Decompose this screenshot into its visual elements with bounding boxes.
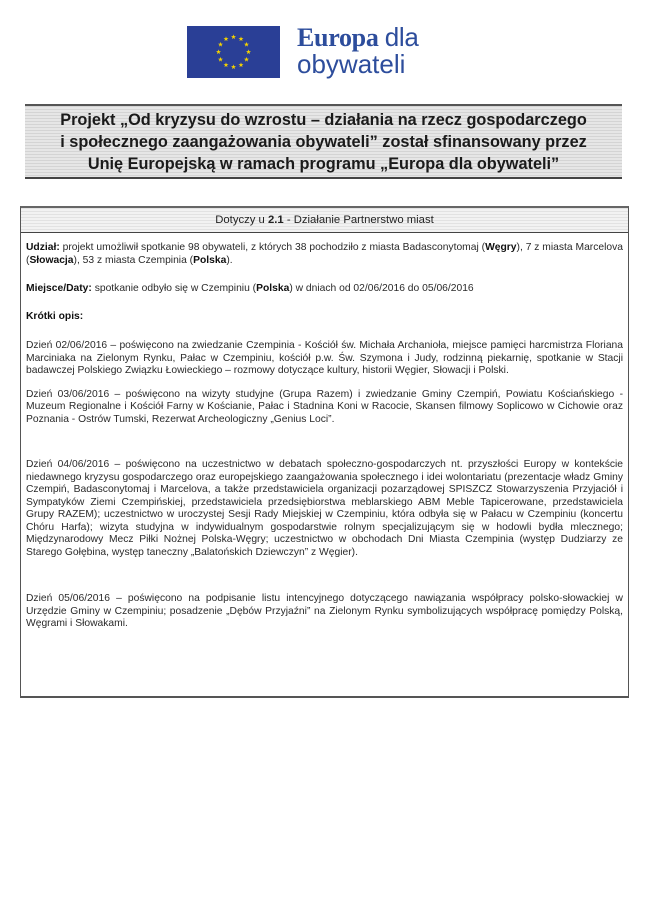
day-paragraph-3: Dzień 04/06/2016 – poświęcono na uczestnictwo w debatach społeczno-gospodarczych nt. przyszłości Europy w kontekście niedawnego kryzysu gospodarczego oraz europejskiego zaangażowania społecznego i idei wolontariatu (prezentacje władz Gminy Czempiń, Badasconytomaj i Marcelova, a także przedstawiciela organizacji pozarządowej SPISZCZ Stowarzyszenia Przyjaciół i Sympatyków Ziemi Czempińskiej, przedstawiciela przedsiębiorstwa meblarskiego ABM Meble Tapicerowane, przedstawiciela Grupy RAZEM); uczestnictwo w uroczystej Sesji Rady Miejskiej w Czempiniu, która odbyła się w Pałacu w Czempiniu (koncertu Chóru Harfa); wizyta studyjna w indywidualnym gospodarstwie rolnym specjalizującym się w hodowli bydła mlecznego; Międzynarodowy Mecz Piłki Nożnej Polska-Węgry; uczestnictwo w obchodach Dni Miasta Czempinia (występ Dudziarzy ze Starego Gołębina, występ taneczny „Balatońskich Dziewczyn” z Węgier). bbox=[26, 459, 623, 558]
europa-dla-obywateli-logo bbox=[187, 22, 437, 79]
participation-text-3: ), 53 z miasta Czempinia ( bbox=[73, 254, 194, 266]
country-poland: Polska bbox=[193, 254, 227, 266]
place-dates-paragraph bbox=[26, 283, 623, 296]
logo-line-1 bbox=[297, 24, 419, 51]
participation-label: Udział: bbox=[26, 242, 60, 253]
country-hungary: Węgry bbox=[485, 242, 517, 253]
banner-line-2: i społecznego zaangażowania obywateli” został sfinansowany przez bbox=[60, 133, 587, 151]
logo-dla: dla bbox=[384, 22, 419, 52]
day-paragraph-2: Dzień 03/06/2016 – poświęcono na wizyty studyjne (Grupa Razem) i zwiedzanie Gminy Czempiń, Powiatu Kościańskiego - Muzeum Regionalne i Kościół Farny w Kościanie, Pałac i Stadnina Koni w Racocie, Skansen filmowy Soplicowo w Cichowie oraz Poznania - Ostrów Tumski, Rezerwat Archeologiczny „Genius Loci”. bbox=[26, 388, 623, 425]
eu-star-icon bbox=[239, 36, 244, 41]
header-prefix: Dotyczy u bbox=[215, 214, 265, 226]
eu-star-icon bbox=[224, 62, 229, 67]
eu-flag-icon bbox=[187, 26, 280, 78]
eu-star-icon bbox=[231, 34, 236, 39]
short-description-heading: Krótki opis: bbox=[26, 310, 84, 322]
place-country: Polska bbox=[256, 283, 290, 294]
box-body bbox=[21, 233, 628, 631]
funding-banner bbox=[25, 104, 622, 179]
eu-star-icon bbox=[218, 42, 223, 47]
logo-europa: Europa bbox=[297, 23, 379, 52]
participation-paragraph bbox=[26, 242, 623, 267]
participation-text-4: ). bbox=[226, 254, 233, 266]
short-description-label bbox=[26, 311, 623, 324]
eu-star-icon bbox=[244, 42, 249, 47]
box-header bbox=[21, 208, 628, 233]
eu-star-icon bbox=[244, 57, 249, 62]
logo-text bbox=[297, 24, 419, 78]
eu-flag-stars bbox=[187, 26, 280, 78]
banner-line-3: Unię Europejską w ramach programu „Europa dla obywateli” bbox=[87, 155, 560, 173]
eu-star-icon bbox=[224, 36, 229, 41]
eu-star-icon bbox=[231, 64, 236, 69]
banner-line-1: Projekt „Od kryzysu do wzrostu – działania na rzecz gospodarczego bbox=[60, 111, 587, 129]
eu-star-icon bbox=[218, 57, 223, 62]
place-text-1: spotkanie odbyło się w Czempiniu ( bbox=[94, 283, 257, 294]
header-rest: - Działanie Partnerstwo miast bbox=[286, 214, 434, 226]
project-summary-box bbox=[20, 206, 629, 698]
header-code: 2.1 bbox=[267, 214, 284, 226]
eu-star-icon bbox=[246, 49, 251, 54]
place-text-2: ) w dniach od 02/06/2016 do 05/06/2016 bbox=[289, 283, 474, 294]
participation-text-2: ), 7 z miasta Marcelova ( bbox=[26, 242, 623, 266]
logo-line-2: obywateli bbox=[297, 49, 406, 79]
participation-text-1: projekt umożliwił spotkanie 98 obywateli, z których 38 pochodziło z miasta Badasconytomaj ( bbox=[62, 242, 486, 253]
place-dates-label: Miejsce/Daty: bbox=[26, 283, 92, 294]
country-slovakia: Słowacja bbox=[29, 254, 74, 266]
day-paragraph-4: Dzień 05/06/2016 – poświęcono na podpisanie listu intencyjnego dotyczącego nawiązania współpracy polsko-słowackiej w Urzędzie Gminy w Czempiniu; posadzenie „Dębów Przyjaźni” na Zielonym Rynku symbolizujących współpracę pomiędzy Polską, Węgrami i Słowakami. bbox=[26, 593, 623, 629]
eu-star-icon bbox=[239, 62, 244, 67]
eu-star-icon bbox=[216, 49, 221, 54]
day-paragraph-1: Dzień 02/06/2016 – poświęcono na zwiedzanie Czempinia - Kościół św. Michała Archanioła, miejsce pamięci harcmistrza Floriana Marciniaka na Zielonym Rynku, Pałac w Czempiniu, kościół p.w. Św. Szymona i Judy, rodzinną piekarnię, spotkanie w Stacji badawczej Polskiego Związku Łowieckiego – rozmowy dotyczące kultury, historii Węgier, Słowacji i Polski. bbox=[26, 340, 623, 376]
